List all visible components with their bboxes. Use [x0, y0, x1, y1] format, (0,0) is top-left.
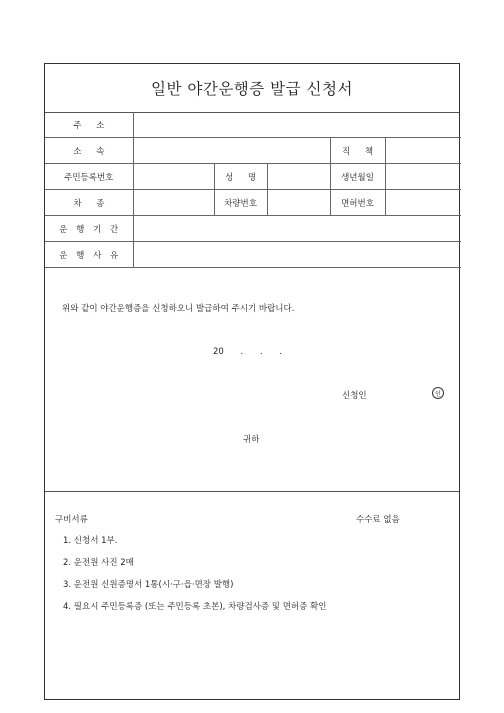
applicant-fields-table [45, 112, 461, 268]
affiliation-label: 소 속 [45, 138, 133, 164]
required-documents-title: 구비서류 [55, 515, 88, 525]
application-form [44, 63, 460, 700]
application-statement: 위와 같이 야간운행증을 신청하오니 발급하여 주시기 바랍니다. [62, 304, 295, 314]
resident-number-value[interactable] [133, 164, 214, 190]
address-value[interactable] [133, 112, 461, 138]
license-number-label: 면허번호 [330, 190, 385, 216]
fee-label: 수수료 없음 [356, 515, 400, 525]
resident-number-label: 주민등록번호 [45, 164, 133, 190]
list-item: 4. 필요시 주민등록증 (또는 주민등록 초본), 차량검사증 및 면허증 확인 [63, 602, 327, 612]
vehicle-type-label: 차 종 [45, 190, 133, 216]
affiliation-value[interactable] [133, 138, 330, 164]
list-item: 1. 신청서 1부. [63, 536, 118, 546]
period-value[interactable] [133, 216, 461, 242]
section-divider [45, 491, 459, 492]
form-title: 일반 야간운행증 발급 신청서 [45, 64, 459, 113]
birth-date-label: 생년월일 [330, 164, 385, 190]
address-row [45, 112, 461, 138]
vehicle-type-value[interactable] [133, 190, 214, 216]
period-label: 운 행 기 간 [45, 216, 133, 242]
reason-row [45, 242, 461, 268]
license-number-value[interactable] [385, 190, 461, 216]
name-label: 성 명 [214, 164, 267, 190]
position-value[interactable] [385, 138, 461, 164]
vehicle-number-value[interactable] [267, 190, 330, 216]
reason-value[interactable] [133, 242, 461, 268]
address-label: 주 소 [45, 112, 133, 138]
name-value[interactable] [267, 164, 330, 190]
list-item: 3. 운전원 신원증명서 1통(시·구·읍·면장 발행) [63, 580, 234, 590]
birth-date-value[interactable] [385, 164, 461, 190]
resident-row [45, 164, 461, 190]
applicant-label: 신청인 [342, 391, 367, 401]
affiliation-row [45, 138, 461, 164]
addressee-label: 귀하 [243, 435, 260, 445]
vehicle-row [45, 190, 461, 216]
seal-icon: 인 [432, 387, 444, 399]
vehicle-number-label: 차량번호 [214, 190, 267, 216]
position-label: 직 책 [330, 138, 385, 164]
reason-label: 운 행 사 유 [45, 242, 133, 268]
required-documents-list [63, 534, 326, 622]
period-row [45, 216, 461, 242]
list-item: 2. 운전원 사진 2매 [63, 558, 134, 568]
application-date: 20 . . . [213, 347, 283, 357]
